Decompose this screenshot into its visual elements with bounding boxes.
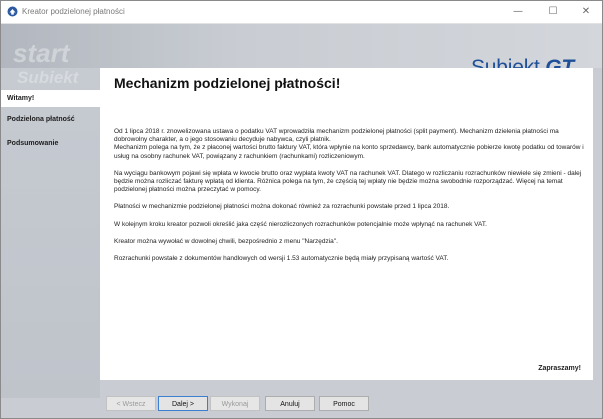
page-title: Mechanizm podzielonej płatności! bbox=[114, 75, 341, 91]
back-button[interactable]: < Wstecz bbox=[106, 396, 156, 411]
wizard-steps-sidebar bbox=[1, 68, 100, 398]
step-podsumowanie[interactable]: Podsumowanie bbox=[7, 140, 59, 147]
close-button[interactable]: ✕ bbox=[581, 6, 591, 17]
banner-decoration-subiekt: Subiekt bbox=[17, 68, 79, 87]
cancel-button[interactable]: Anuluj bbox=[265, 396, 315, 411]
content-panel bbox=[100, 68, 593, 380]
maximize-button[interactable]: ☐ bbox=[548, 6, 558, 17]
help-button[interactable]: Pomoc bbox=[319, 396, 369, 411]
finish-button[interactable]: Wykonaj bbox=[210, 396, 260, 411]
paragraph-version: Rozrachunki powstałe z dokumentów handlowych od wersji 1.53 automatycznie będą miały przypisaną wartość VAT. bbox=[114, 255, 449, 263]
description-text bbox=[114, 128, 584, 272]
minimize-button[interactable]: — bbox=[513, 6, 523, 17]
app-icon bbox=[7, 6, 18, 17]
header-banner bbox=[1, 24, 602, 68]
step-podzielona-platnosc[interactable]: Podzielona płatność bbox=[7, 116, 75, 123]
closing-text: Zapraszamy! bbox=[538, 365, 581, 372]
button-bar bbox=[1, 393, 602, 418]
next-button[interactable]: Dalej > bbox=[158, 396, 208, 411]
banner-decoration-start: start bbox=[13, 38, 70, 68]
paragraph-before-july: Płatności w mechanizmie podzielonej płatności można dokonać również za rozrachunki powstałe przed 1 lipca 2018. bbox=[114, 203, 450, 211]
step-witamy[interactable]: Witamy! bbox=[1, 90, 100, 107]
window-title: Kreator podzielonej płatności bbox=[22, 7, 125, 16]
paragraph-bank-statement: Na wyciągu bankowym pojawi się wpłata w kwocie brutto oraz wypłata kwoty VAT na rachunek VAT. Dlatego w rozliczaniu rozrachunków niewiele się zmieni - dalej będzie można rozliczać fakturę wpłatą od klienta. Różnica polega na tym, że częścią tej wpłaty nie będzie można swobodnie rozporządzać. Więcej na temat podzielonej płatności można przeczytać w pomocy. bbox=[114, 169, 582, 194]
paragraph-tools-menu: Kreator można wywołać w dowolnej chwili, bezpośrednio z menu "Narzędzia". bbox=[114, 237, 338, 245]
paragraph-intro: Od 1 lipca 2018 r. znowelizowana ustawa o podatku VAT wprowadziła mechanizm podzielonej płatności (split payment). Mechanizm dzielenia płatności ma dobrowolny charakter, a o jego stosowaniu decyduje nabywca, czyli płatnik. Mechanizm polega na tym, że z płaconej wartości brutto faktury VAT, która wpłynie na konto sprzedawcy, bank automatycznie pobierze kwotę podatku od towarów i usług na osobny rachunek VAT, powiązany z rachunkiem (rachunkami) rozliczeniowym. bbox=[114, 128, 584, 160]
paragraph-next-step: W kolejnym kroku kreator pozwoli określić jaka część nierozliczonych rozrachunków potencjalnie może wpłynąć na rachunek VAT. bbox=[114, 220, 487, 228]
title-bar bbox=[1, 1, 602, 24]
